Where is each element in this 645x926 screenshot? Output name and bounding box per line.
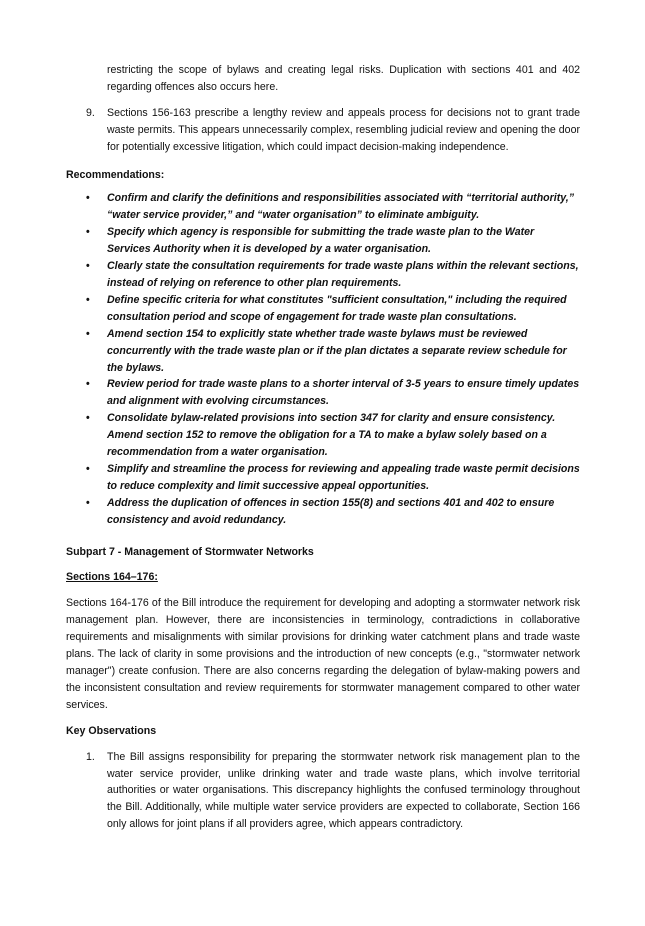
- list-item: [66, 224, 580, 258]
- bullet-icon: •: [86, 260, 90, 273]
- recommendation-text: Amend section 154 to explicitly state whether trade waste bylaws must be reviewed concurrently with the trade waste plan or if the plan dictates a separate review schedule for the bylaws.: [107, 327, 567, 374]
- list-item: [66, 292, 580, 326]
- bullet-icon: •: [86, 412, 90, 425]
- recommendation-text: Clearly state the consultation requirements for trade waste plans within the relevant sections, instead of relying on reference to other plan requirements.: [107, 260, 579, 289]
- recommendation-text: Consolidate bylaw-related provisions into section 347 for clarity and ensure consistency. Amend section 152 to remove the obligation for a TA to make a bylaw solely based on a recommendation from a water organisation.: [107, 412, 556, 459]
- sections-heading: Sections 164–176:: [66, 571, 158, 584]
- item-text: The Bill assigns responsibility for preparing the stormwater network risk management plan to the water service provider, unlike drinking water and trade waste plans, which involve territorial authorities or water organisations. This discrepancy highlights the confused terminology throughout the Bill. Additionally, while multiple water service providers are expected to collaborate, Section 166 only allows for joint plans if all providers agree, which appears contradictory.: [107, 750, 580, 831]
- item-number: 1.: [86, 750, 95, 763]
- bullet-icon: •: [86, 378, 90, 391]
- bullet-icon: •: [86, 496, 90, 509]
- recommendations-heading: Recommendations:: [66, 168, 165, 181]
- observation-item-1: [66, 749, 580, 834]
- list-item: [66, 495, 580, 529]
- item-number: 9.: [86, 106, 95, 119]
- list-item: [66, 326, 580, 377]
- recommendation-text: Confirm and clarify the definitions and responsibilities associated with “territorial authority,” “water service provider,” and “water organisation” to eliminate ambiguity.: [107, 192, 574, 222]
- key-observations-heading: Key Observations: [66, 724, 157, 737]
- recommendation-text: Simplify and streamline the process for reviewing and appealing trade waste permit decisions to reduce complexity and limit successive appeal opportunities.: [107, 462, 580, 492]
- bullet-icon: •: [86, 192, 90, 205]
- recommendation-text: Address the duplication of offences in section 155(8) and sections 401 and 402 to ensure consistency and avoid redundancy.: [107, 496, 555, 526]
- recommendation-text: Review period for trade waste plans to a shorter interval of 3-5 years to ensure timely updates and alignment with evolving circumstances.: [107, 378, 580, 408]
- subpart-heading: Subpart 7 - Management of Stormwater Networks: [66, 545, 314, 558]
- recommendation-text: Specify which agency is responsible for submitting the trade waste plan to the Water Services Authority when it is developed by a water organisation.: [107, 226, 535, 256]
- subpart-intro-paragraph: Sections 164-176 of the Bill introduce the requirement for developing and adopting a stormwater network risk management plan. However, there are inconsistencies in terminology, contradictions in collaborative requirements and misalignments with similar provisions for drinking water catchment plans and trade waste plans. The lack of clarity in some provisions and the introduction of new concepts (e.g., "stormwater network manager") create confusion. There are also concerns regarding the delegation of bylaw-making powers and the inconsistent consultation and review requirements for stormwater management compared to other water services.: [66, 597, 580, 711]
- list-item: [66, 258, 580, 292]
- bullet-icon: •: [86, 226, 90, 239]
- recommendations-list: [66, 190, 580, 528]
- bullet-icon: •: [86, 327, 90, 340]
- continuation-paragraph: restricting the scope of bylaws and creating legal risks. Duplication with sections 401 and 402 regarding offences also occurs here.: [107, 64, 580, 93]
- list-item: [66, 190, 580, 224]
- document-page: [66, 62, 580, 833]
- list-item: [66, 410, 580, 461]
- recommendation-text: Define specific criteria for what constitutes "sufficient consultation," including the required consultation period and scope of engagement for trade waste plan consultations.: [107, 293, 567, 323]
- bullet-icon: •: [86, 293, 90, 306]
- list-item: [66, 376, 580, 410]
- item-text: Sections 156-163 prescribe a lengthy review and appeals process for decisions not to grant trade waste permits. This appears unnecessarily complex, resembling judicial review and opening the door for potentially excessive litigation, which could impact decision-making independence.: [107, 106, 580, 153]
- list-item: [66, 461, 580, 495]
- bullet-icon: •: [86, 462, 90, 475]
- numbered-item-9: [66, 105, 580, 156]
